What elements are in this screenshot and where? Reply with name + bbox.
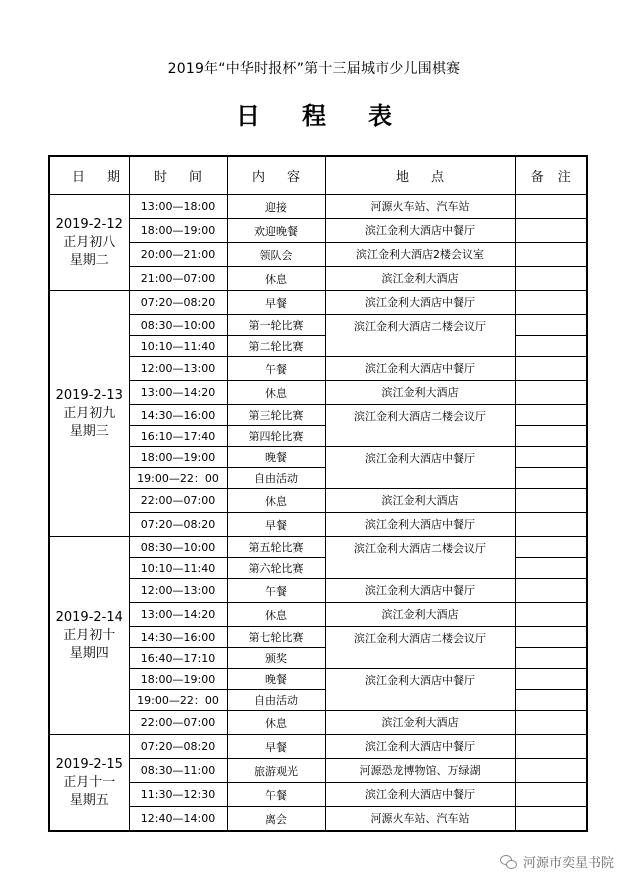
content-cell: 休息 bbox=[227, 603, 325, 627]
table-row bbox=[49, 537, 587, 558]
table-row bbox=[49, 357, 587, 381]
time-cell: 12:00—13:00 bbox=[129, 357, 227, 381]
time-cell: 14:30—16:00 bbox=[129, 405, 227, 426]
table-row bbox=[49, 711, 587, 735]
notes-cell bbox=[515, 468, 587, 489]
schedule-body bbox=[49, 195, 587, 832]
time-cell: 18:00—19:00 bbox=[129, 669, 227, 690]
day-lunar: 正月十一 bbox=[63, 774, 116, 790]
watermark bbox=[500, 852, 614, 871]
day-date: 2019-2-15 bbox=[55, 756, 123, 772]
location-cell: 滨江金利大酒店二楼会议厅 bbox=[325, 405, 515, 447]
day-date: 2019-2-13 bbox=[55, 387, 123, 403]
notes-cell bbox=[515, 537, 587, 558]
notes-cell bbox=[515, 558, 587, 579]
content-cell: 第二轮比赛 bbox=[227, 336, 325, 357]
notes-cell bbox=[515, 759, 587, 783]
location-cell: 滨江金利大酒店中餐厅 bbox=[325, 219, 515, 243]
time-cell: 20:00—21:00 bbox=[129, 243, 227, 267]
content-cell: 午餐 bbox=[227, 579, 325, 603]
content-cell: 晚餐 bbox=[227, 447, 325, 468]
table-row bbox=[49, 735, 587, 759]
day-cell bbox=[49, 735, 129, 832]
notes-cell bbox=[515, 447, 587, 468]
table-header-row bbox=[49, 156, 587, 195]
day-weekday: 星期二 bbox=[69, 252, 109, 268]
day-cell bbox=[49, 195, 129, 291]
location-cell: 滨江金利大酒店中餐厅 bbox=[325, 579, 515, 603]
notes-cell bbox=[515, 381, 587, 405]
table-row bbox=[49, 627, 587, 648]
content-cell: 自由活动 bbox=[227, 468, 325, 489]
day-cell bbox=[49, 291, 129, 537]
day-cell bbox=[49, 537, 129, 735]
notes-cell bbox=[515, 807, 587, 832]
table-row bbox=[49, 489, 587, 513]
content-cell: 第四轮比赛 bbox=[227, 426, 325, 447]
table-row bbox=[49, 759, 587, 783]
content-cell: 第三轮比赛 bbox=[227, 405, 325, 426]
time-cell: 22:00—07:00 bbox=[129, 489, 227, 513]
table-row bbox=[49, 381, 587, 405]
notes-cell bbox=[515, 513, 587, 537]
day-lunar: 正月初八 bbox=[63, 234, 116, 250]
notes-cell bbox=[515, 405, 587, 426]
table-row bbox=[49, 315, 587, 336]
time-cell: 22:00—07:00 bbox=[129, 711, 227, 735]
day-lunar: 正月初九 bbox=[63, 405, 116, 421]
notes-cell bbox=[515, 489, 587, 513]
content-cell: 第七轮比赛 bbox=[227, 627, 325, 648]
time-cell: 13:00—14:20 bbox=[129, 603, 227, 627]
time-cell: 14:30—16:00 bbox=[129, 627, 227, 648]
content-cell: 自由活动 bbox=[227, 690, 325, 711]
content-cell: 休息 bbox=[227, 267, 325, 291]
time-cell: 07:20—08:20 bbox=[129, 513, 227, 537]
time-cell: 12:00—13:00 bbox=[129, 579, 227, 603]
content-cell: 领队会 bbox=[227, 243, 325, 267]
watermark-text: 河源市奕星书院 bbox=[522, 856, 614, 871]
header-content: 内容 bbox=[227, 156, 325, 195]
notes-cell bbox=[515, 426, 587, 447]
time-cell: 19:00—22：00 bbox=[129, 690, 227, 711]
document-title: 2019年“中华时报杯”第十三届城市少儿围棋赛 bbox=[167, 61, 461, 77]
content-cell: 离会 bbox=[227, 807, 325, 832]
location-cell: 滨江金利大酒店中餐厅 bbox=[325, 783, 515, 807]
notes-cell bbox=[515, 603, 587, 627]
notes-cell bbox=[515, 243, 587, 267]
day-date: 2019-2-14 bbox=[55, 609, 123, 625]
notes-cell bbox=[515, 315, 587, 336]
notes-cell bbox=[515, 627, 587, 648]
header-location: 地点 bbox=[325, 156, 515, 195]
time-cell: 16:40—17:10 bbox=[129, 648, 227, 669]
time-cell: 12:40—14:00 bbox=[129, 807, 227, 832]
content-cell: 旅游观光 bbox=[227, 759, 325, 783]
notes-cell bbox=[515, 783, 587, 807]
table-row bbox=[49, 195, 587, 219]
time-cell: 16:10—17:40 bbox=[129, 426, 227, 447]
content-cell: 颁奖 bbox=[227, 648, 325, 669]
content-cell: 晚餐 bbox=[227, 669, 325, 690]
notes-cell bbox=[515, 336, 587, 357]
notes-cell bbox=[515, 711, 587, 735]
location-cell: 滨江金利大酒店 bbox=[325, 489, 515, 513]
notes-cell bbox=[515, 648, 587, 669]
time-cell: 08:30—10:00 bbox=[129, 315, 227, 336]
table-row bbox=[49, 267, 587, 291]
table-row bbox=[49, 603, 587, 627]
header-date: 日期 bbox=[49, 156, 129, 195]
location-cell: 滨江金利大酒店中餐厅 bbox=[325, 291, 515, 315]
day-lunar: 正月初十 bbox=[63, 627, 116, 643]
location-cell: 滨江金利大酒店二楼会议厅 bbox=[325, 627, 515, 669]
location-cell: 河源恐龙博物馆、万绿湖 bbox=[325, 759, 515, 783]
time-cell: 10:10—11:40 bbox=[129, 558, 227, 579]
table-row bbox=[49, 807, 587, 832]
content-cell: 休息 bbox=[227, 381, 325, 405]
location-cell: 滨江金利大酒店 bbox=[325, 267, 515, 291]
notes-cell bbox=[515, 267, 587, 291]
time-cell: 19:00—22：00 bbox=[129, 468, 227, 489]
document-subtitle: 日程表 bbox=[236, 102, 434, 130]
table-row bbox=[49, 219, 587, 243]
notes-cell bbox=[515, 195, 587, 219]
header-time: 时间 bbox=[129, 156, 227, 195]
location-cell: 滨江金利大酒店中餐厅 bbox=[325, 513, 515, 537]
time-cell: 07:20—08:20 bbox=[129, 735, 227, 759]
content-cell: 休息 bbox=[227, 489, 325, 513]
schedule-table bbox=[48, 155, 588, 832]
content-cell: 迎接 bbox=[227, 195, 325, 219]
time-cell: 08:30—11:00 bbox=[129, 759, 227, 783]
table-row bbox=[49, 513, 587, 537]
day-weekday: 星期四 bbox=[69, 645, 109, 661]
table-row bbox=[49, 447, 587, 468]
location-cell: 滨江金利大酒店 bbox=[325, 603, 515, 627]
time-cell: 13:00—18:00 bbox=[129, 195, 227, 219]
content-cell: 早餐 bbox=[227, 291, 325, 315]
wechat-icon bbox=[500, 855, 518, 869]
time-cell: 11:30—12:30 bbox=[129, 783, 227, 807]
location-cell: 滨江金利大酒店 bbox=[325, 711, 515, 735]
content-cell: 第六轮比赛 bbox=[227, 558, 325, 579]
table-row bbox=[49, 783, 587, 807]
content-cell: 第五轮比赛 bbox=[227, 537, 325, 558]
location-cell: 滨江金利大酒店中餐厅 bbox=[325, 447, 515, 489]
day-weekday: 星期五 bbox=[69, 792, 109, 808]
table-row bbox=[49, 669, 587, 690]
time-cell: 10:10—11:40 bbox=[129, 336, 227, 357]
content-cell: 休息 bbox=[227, 711, 325, 735]
location-cell: 滨江金利大酒店2楼会议室 bbox=[325, 243, 515, 267]
table-row bbox=[49, 243, 587, 267]
time-cell: 08:30—10:00 bbox=[129, 537, 227, 558]
location-cell: 滨江金利大酒店 bbox=[325, 381, 515, 405]
notes-cell bbox=[515, 669, 587, 690]
notes-cell bbox=[515, 579, 587, 603]
content-cell: 午餐 bbox=[227, 357, 325, 381]
table-row bbox=[49, 405, 587, 426]
content-cell: 第一轮比赛 bbox=[227, 315, 325, 336]
notes-cell bbox=[515, 357, 587, 381]
time-cell: 18:00—19:00 bbox=[129, 219, 227, 243]
time-cell: 21:00—07:00 bbox=[129, 267, 227, 291]
header-notes: 备注 bbox=[515, 156, 587, 195]
location-cell: 滨江金利大酒店二楼会议厅 bbox=[325, 537, 515, 579]
location-cell: 滨江金利大酒店中餐厅 bbox=[325, 735, 515, 759]
notes-cell bbox=[515, 735, 587, 759]
table-row bbox=[49, 291, 587, 315]
location-cell: 滨江金利大酒店中餐厅 bbox=[325, 669, 515, 711]
content-cell: 早餐 bbox=[227, 513, 325, 537]
time-cell: 07:20—08:20 bbox=[129, 291, 227, 315]
notes-cell bbox=[515, 219, 587, 243]
content-cell: 欢迎晚餐 bbox=[227, 219, 325, 243]
location-cell: 滨江金利大酒店中餐厅 bbox=[325, 357, 515, 381]
day-weekday: 星期三 bbox=[69, 423, 109, 439]
location-cell: 滨江金利大酒店二楼会议厅 bbox=[325, 315, 515, 357]
day-date: 2019-2-12 bbox=[55, 216, 123, 232]
content-cell: 午餐 bbox=[227, 783, 325, 807]
notes-cell bbox=[515, 690, 587, 711]
time-cell: 13:00—14:20 bbox=[129, 381, 227, 405]
table-row bbox=[49, 579, 587, 603]
time-cell: 18:00—19:00 bbox=[129, 447, 227, 468]
location-cell: 河源火车站、汽车站 bbox=[325, 195, 515, 219]
location-cell: 河源火车站、汽车站 bbox=[325, 807, 515, 832]
notes-cell bbox=[515, 291, 587, 315]
content-cell: 早餐 bbox=[227, 735, 325, 759]
